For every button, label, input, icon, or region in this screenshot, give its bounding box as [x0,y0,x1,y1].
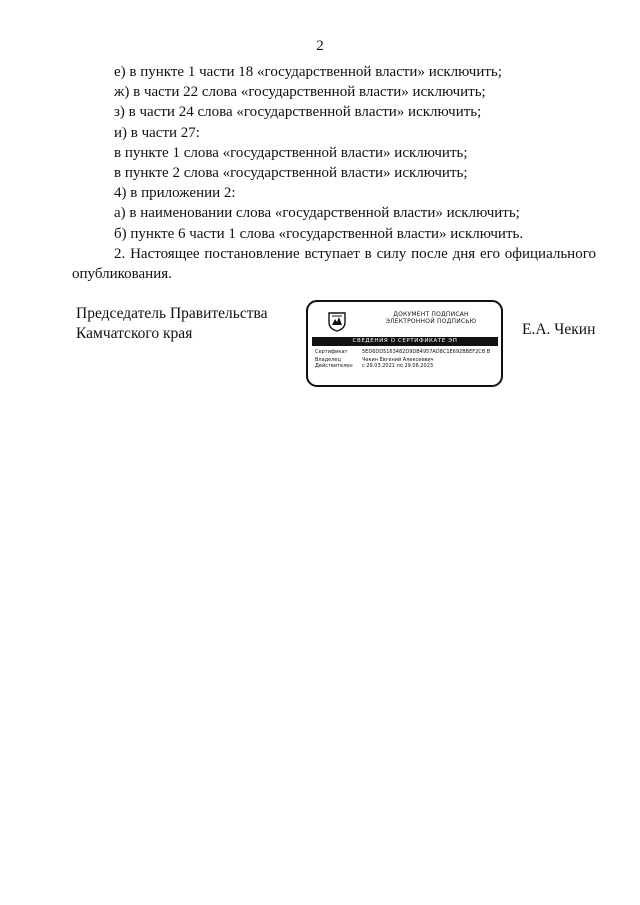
coat-of-arms-icon [326,310,348,332]
certificate-info-bar: СВЕДЕНИЯ О СЕРТИФИКАТЕ ЭП [312,337,498,346]
certificate-details [315,349,497,370]
list-item: в пункте 2 слова «государственной власти» исключить; [114,165,468,182]
owner-row: Владелец Чекин Евгений Алексеевич [315,357,434,364]
final-paragraph: 2. Настоящее постановление вступает в силу после дня его официального опубликования. [72,245,596,283]
certificate-row: Сертификат 5ED6DD5163482D9DB4957AD8C1E692BBEF2CB B [315,349,491,355]
page-number: 2 [316,38,324,54]
signatory-position [76,304,268,344]
position-line: Камчатского края [76,325,193,342]
list-item: 4) в приложении 2: [114,185,236,202]
list-item: е) в пункте 1 части 18 «государственной власти» исключить; [114,64,502,80]
list-item: и) в части 27: [114,124,200,141]
list-item: ж) в части 22 слова «государственной власти» исключить; [114,84,486,101]
signatory-name: Е.А. Чекин [522,321,596,338]
list-item: в пункте 1 слова «государственной власти» исключить; [114,144,468,161]
position-line: Председатель Правительства [76,305,268,322]
list-item: а) в наименовании слова «государственной власти» исключить; [114,205,520,222]
list-item: б) пункте 6 части 1 слова «государственной власти» исключить. [114,225,524,242]
electronic-signature-stamp [306,300,503,387]
list-item: з) в части 24 слова «государственной власти» исключить; [114,104,482,121]
validity-row: Действителен с 29.03.2021 по 29.06.2023 [315,363,434,370]
document-body [72,62,596,284]
stamp-title: ДОКУМЕНТ ПОДПИСАН ЭЛЕКТРОННОЙ ПОДПИСЬЮ [385,311,477,325]
